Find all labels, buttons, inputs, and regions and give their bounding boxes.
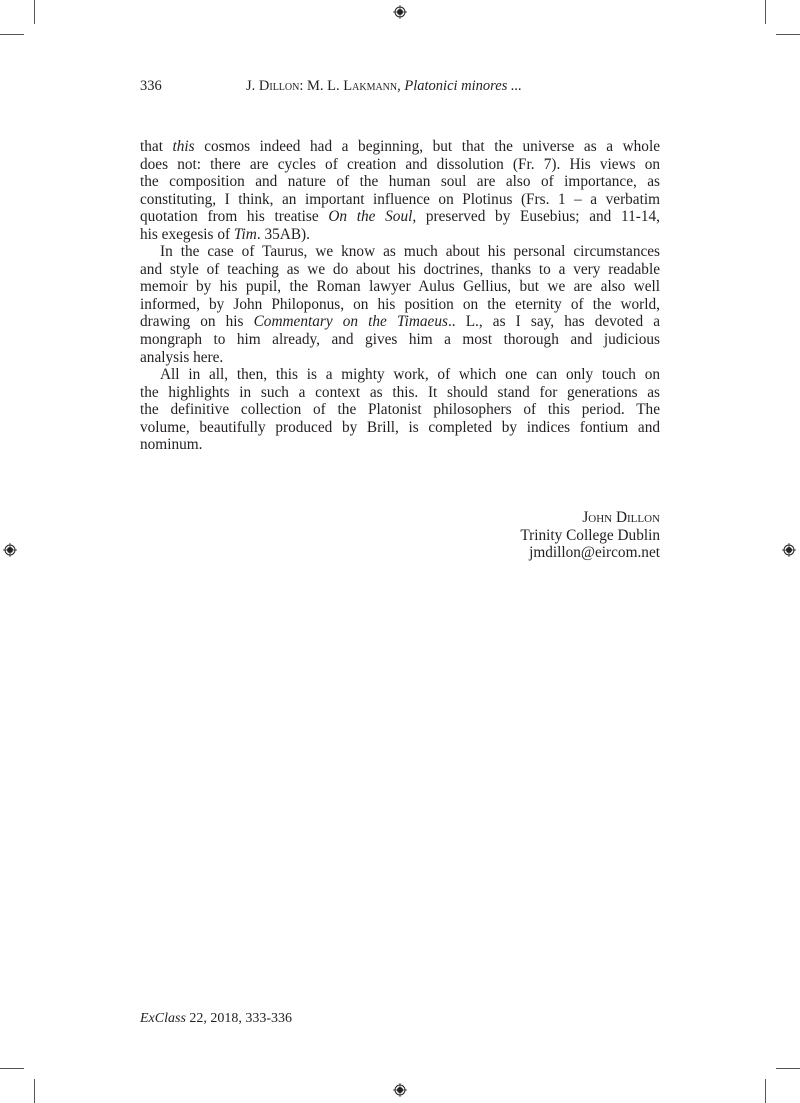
body-text <box>140 138 660 454</box>
italic-text: Tim <box>233 225 257 243</box>
crop-mark <box>34 1079 35 1103</box>
text-span: analysis here. <box>140 348 224 366</box>
text-line <box>140 156 660 174</box>
text-span: the highlights in such a context as this. It should stand for generations as <box>140 383 660 401</box>
volume-info: 22, 2018, 333-336 <box>185 1011 293 1026</box>
text-span: drawing on his <box>140 313 254 331</box>
registration-mark-icon <box>393 1083 407 1097</box>
header-reviewed-author: M. L. Lakmann <box>307 78 398 94</box>
signature-affiliation: Trinity College Dublin <box>520 526 660 544</box>
italic-text: Commentary on the Timaeus <box>253 313 448 331</box>
text-line <box>140 278 660 296</box>
text-span: mongraph to him already, and gives him a most thorough and judicious <box>140 331 660 349</box>
registration-mark-icon <box>393 5 407 19</box>
text-line <box>140 331 660 349</box>
footer-citation <box>140 1011 292 1027</box>
text-span: preserved by Eusebius; and 11-14, <box>416 208 660 226</box>
crop-mark <box>776 34 800 35</box>
text-line <box>140 226 660 244</box>
text-span: .. L., as I say, has devoted a <box>447 313 661 331</box>
text-line <box>140 401 660 419</box>
text-line <box>140 261 660 279</box>
text-line <box>140 243 660 261</box>
text-span: memoir by his pupil, the Roman lawyer Aulus Gellius, but we are also well <box>140 278 660 296</box>
signature-block <box>140 509 660 562</box>
text-line <box>140 296 660 314</box>
registration-mark-icon <box>3 543 17 557</box>
text-span: informed, by John Philoponus, on his position on the eternity of the world, <box>140 295 660 313</box>
italic-text: this <box>172 138 195 155</box>
paragraph <box>140 366 660 454</box>
crop-mark <box>34 0 35 24</box>
page-number: 336 <box>140 78 162 94</box>
paragraph <box>140 243 660 366</box>
text-span: In the case of Taurus, we know as much about his personal circumstances <box>160 243 660 261</box>
journal-name: ExClass <box>140 1011 186 1026</box>
text-line <box>140 191 660 209</box>
text-span: and style of teaching as we do about his doctrines, thanks to a very readable <box>140 260 660 278</box>
text-line <box>140 313 660 331</box>
text-line <box>140 436 660 454</box>
header-book-title: Platonici minores ... <box>404 78 522 94</box>
crop-mark <box>776 1068 800 1069</box>
text-span: . 35AB). <box>256 225 310 243</box>
crop-mark <box>765 1079 766 1103</box>
crop-mark <box>765 0 766 24</box>
text-line <box>140 349 660 367</box>
text-line <box>140 384 660 402</box>
text-span: cosmos indeed had a beginning, but that the universe as a whole <box>194 138 660 155</box>
text-line <box>140 138 660 156</box>
text-span: his exegesis of <box>140 225 234 243</box>
text-line <box>140 173 660 191</box>
crop-mark <box>0 1068 24 1069</box>
text-span: the definitive collection of the Platonist philosophers of this period. The <box>140 401 660 419</box>
running-title: J. Dillon: M. L. Lakmann, Platonici minores ... <box>246 78 522 94</box>
text-span: that <box>140 138 173 155</box>
signature-email: jmdillon@eircom.net <box>529 544 660 562</box>
italic-text: On the Soul, <box>328 208 417 226</box>
text-line <box>140 208 660 226</box>
text-line <box>140 419 660 437</box>
header-author: J. Dillon <box>246 78 300 94</box>
text-line <box>140 366 660 384</box>
text-span: the composition and nature of the human soul are also of importance, as <box>140 173 660 191</box>
text-span: does not: there are cycles of creation and dissolution (Fr. 7). His views on <box>140 155 660 173</box>
text-span: constituting, I think, an important influence on Plotinus (Frs. 1 – a verbatim <box>140 190 660 208</box>
registration-mark-icon <box>782 543 796 557</box>
text-span: quotation from his treatise <box>140 208 329 226</box>
signature-name: John Dillon <box>582 509 660 526</box>
text-span: volume, beautifully produced by Brill, is completed by indices fontium and <box>140 418 660 436</box>
text-span: nominum. <box>140 436 203 454</box>
text-span: All in all, then, this is a mighty work, of which one can only touch on <box>160 366 660 384</box>
crop-mark <box>0 34 24 35</box>
paragraph <box>140 138 660 243</box>
